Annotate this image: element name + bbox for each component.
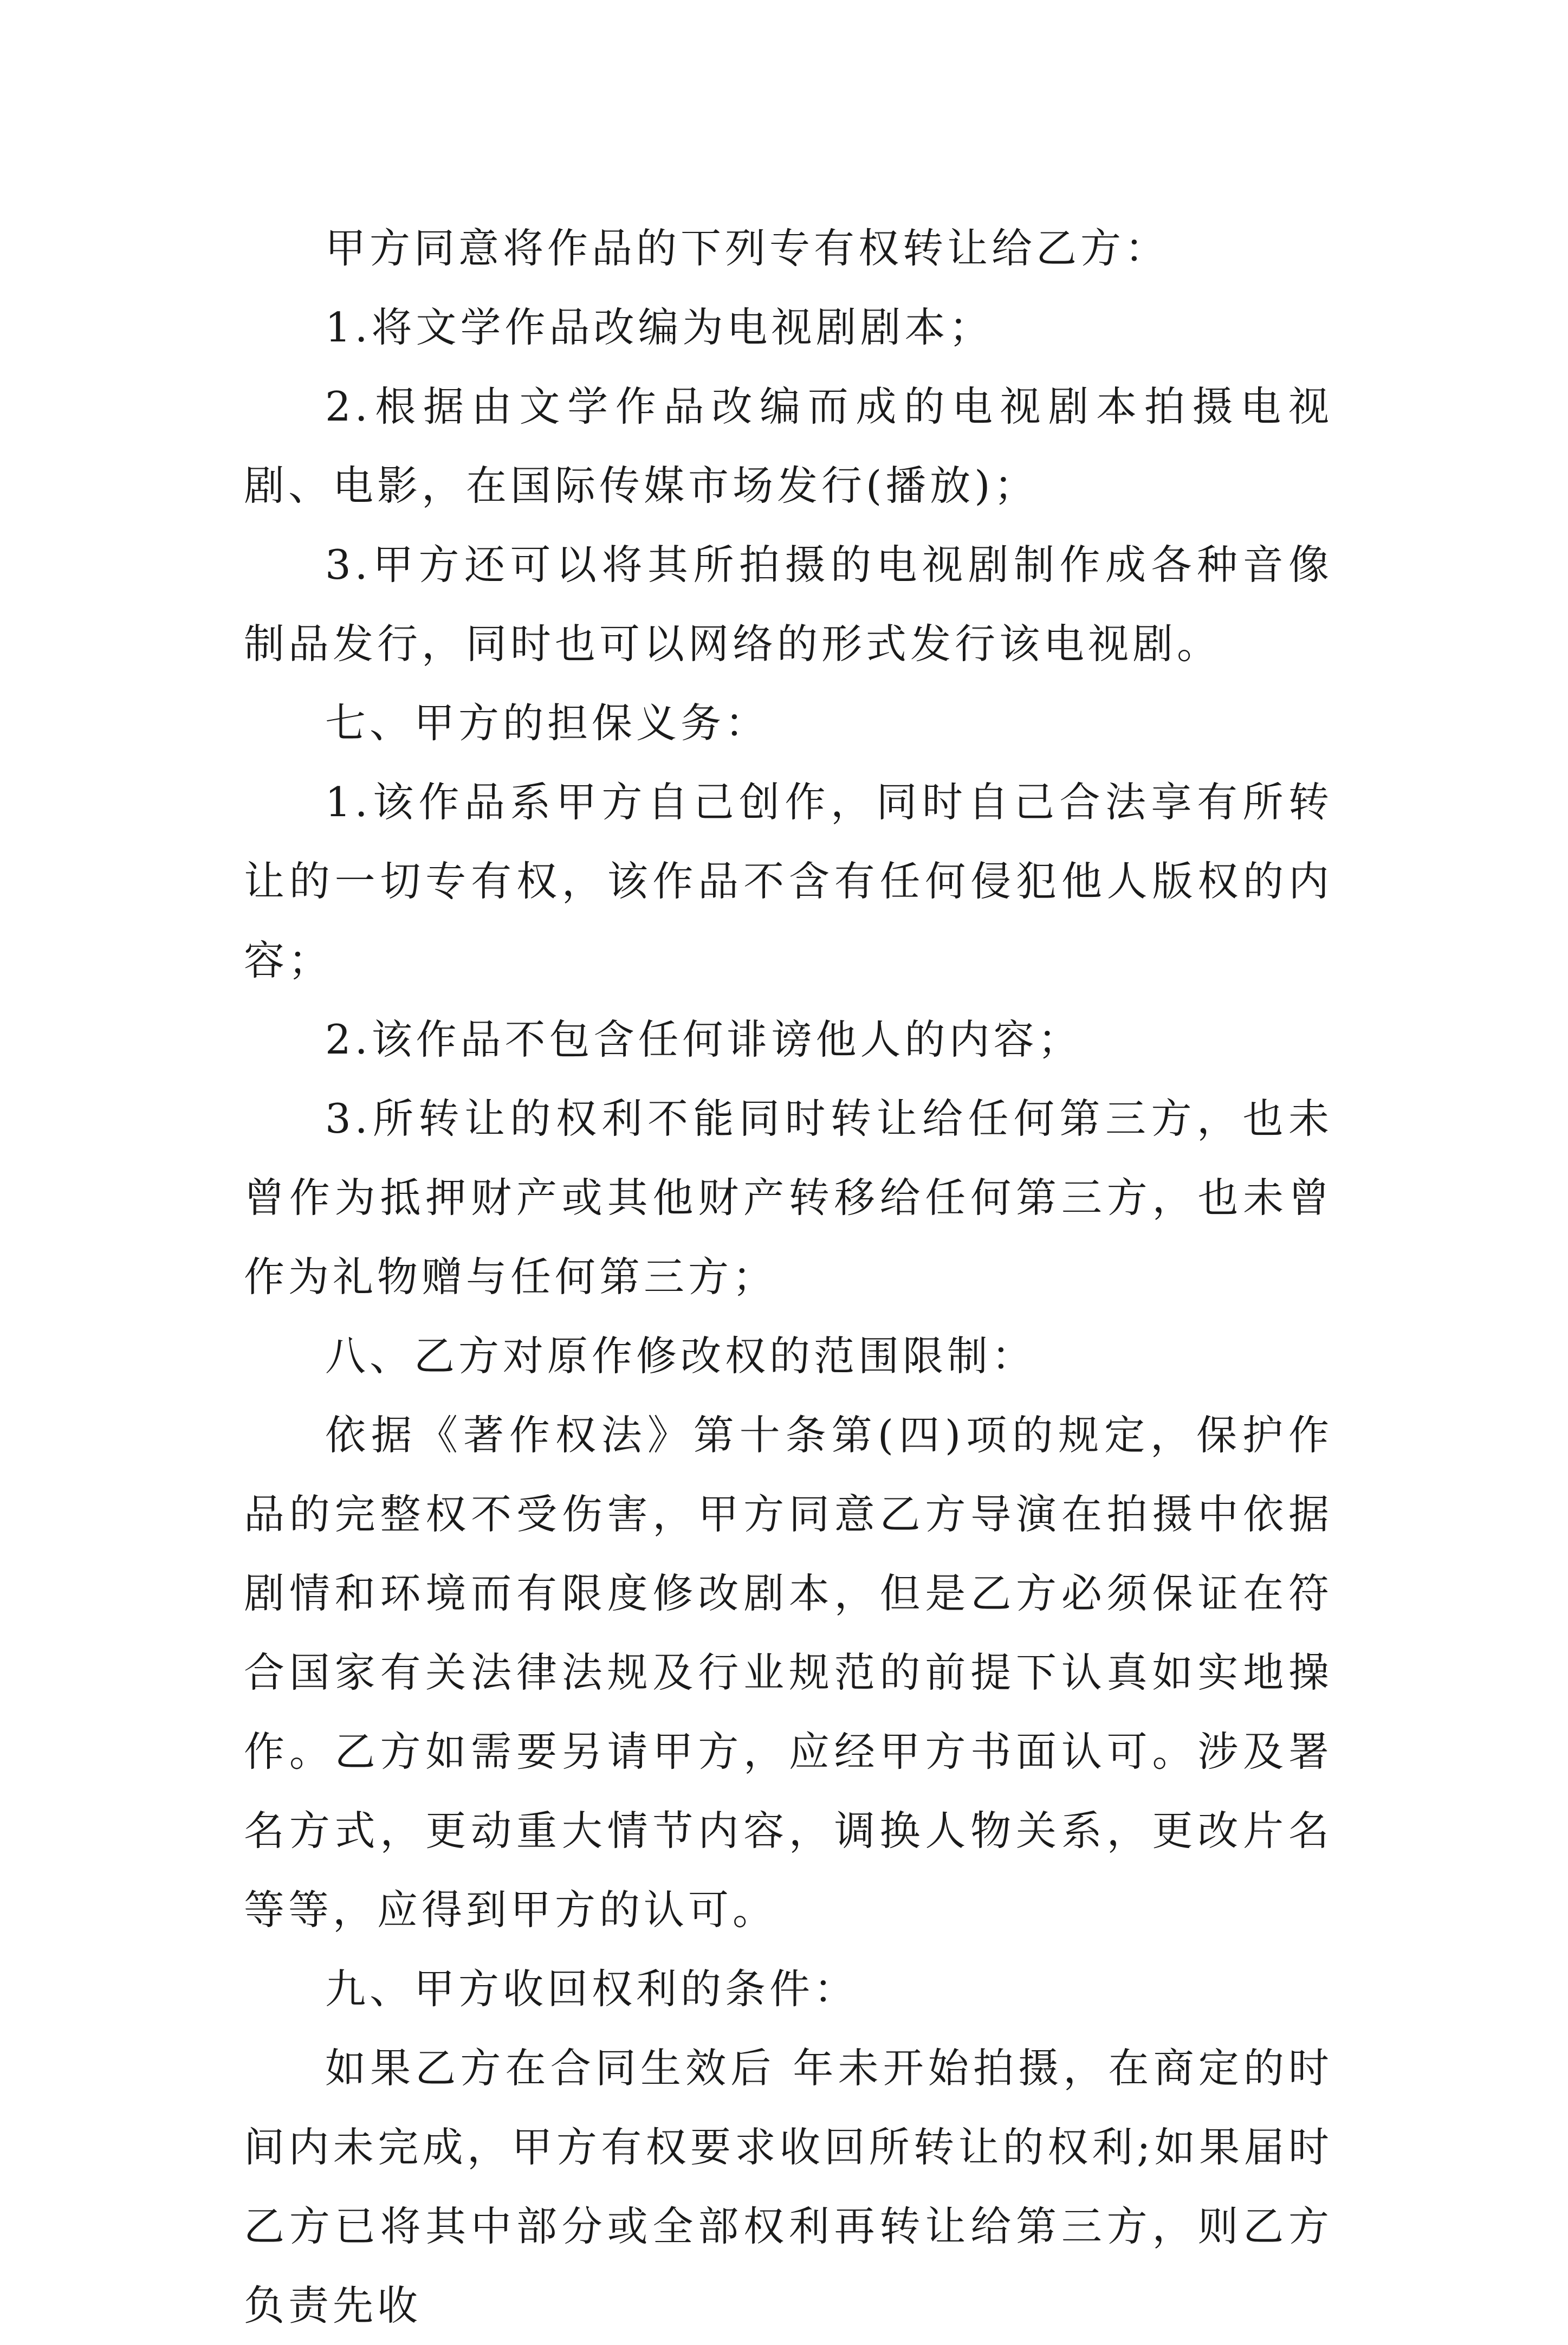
guarantee-item-3: 3.所转让的权利不能同时转让给任何第三方，也未曾作为抵押财产或其他财产转移给任何第三方，也未曾作为礼物赠与任何第三方； [244, 1095, 1333, 1301]
guarantee-item-1: 1.该作品系甲方自己创作，同时自己合法享有所转让的一切专有权，该作品不含有任何侵犯他人版权的内容； [244, 778, 1333, 984]
section-8-heading: 八、乙方对原作修改权的范围限制： [325, 1332, 1036, 1380]
reclaim-conditions-paragraph: 如果乙方在合同生效后 年未开始拍摄，在商定的时间内未完成，甲方有权要求收回所转让的权利;如果届时乙方已将其中部分或全部权利再转让给第三方，则乙方负责先收 [244, 2044, 1333, 2329]
transfer-item-2: 2.根据由文学作品改编而成的电视剧本拍摄电视剧、电影，在国际传媒市场发行(播放)； [244, 383, 1333, 509]
modification-limits-paragraph: 依据《著作权法》第十条第(四)项的规定，保护作品的完整权不受伤害，甲方同意乙方导演在拍摄中依据剧情和环境而有限度修改剧本，但是乙方必须保证在符合国家有关法律法规及行业规范的前提下认真如实地操作。乙方如需要另请甲方，应经甲方书面认可。涉及署名方式，更动重大情节内容，调换人物关系，更改片名等等，应得到甲方的认可。 [244, 1411, 1333, 1934]
document-page [244, 209, 1333, 2345]
transfer-item-1: 1.将文学作品改编为电视剧剧本； [325, 303, 994, 351]
transfer-intro-paragraph: 甲方同意将作品的下列专有权转让给乙方： [325, 224, 1170, 272]
section-9-heading: 九、甲方收回权利的条件： [325, 1965, 859, 2013]
guarantee-item-2: 2.该作品不包含任何诽谤他人的内容； [325, 1016, 1083, 1063]
transfer-item-3: 3.甲方还可以将其所拍摄的电视剧制作成各种音像制品发行，同时也可以网络的形式发行该电视剧。 [244, 541, 1333, 668]
section-7-heading: 七、甲方的担保义务： [325, 699, 770, 747]
